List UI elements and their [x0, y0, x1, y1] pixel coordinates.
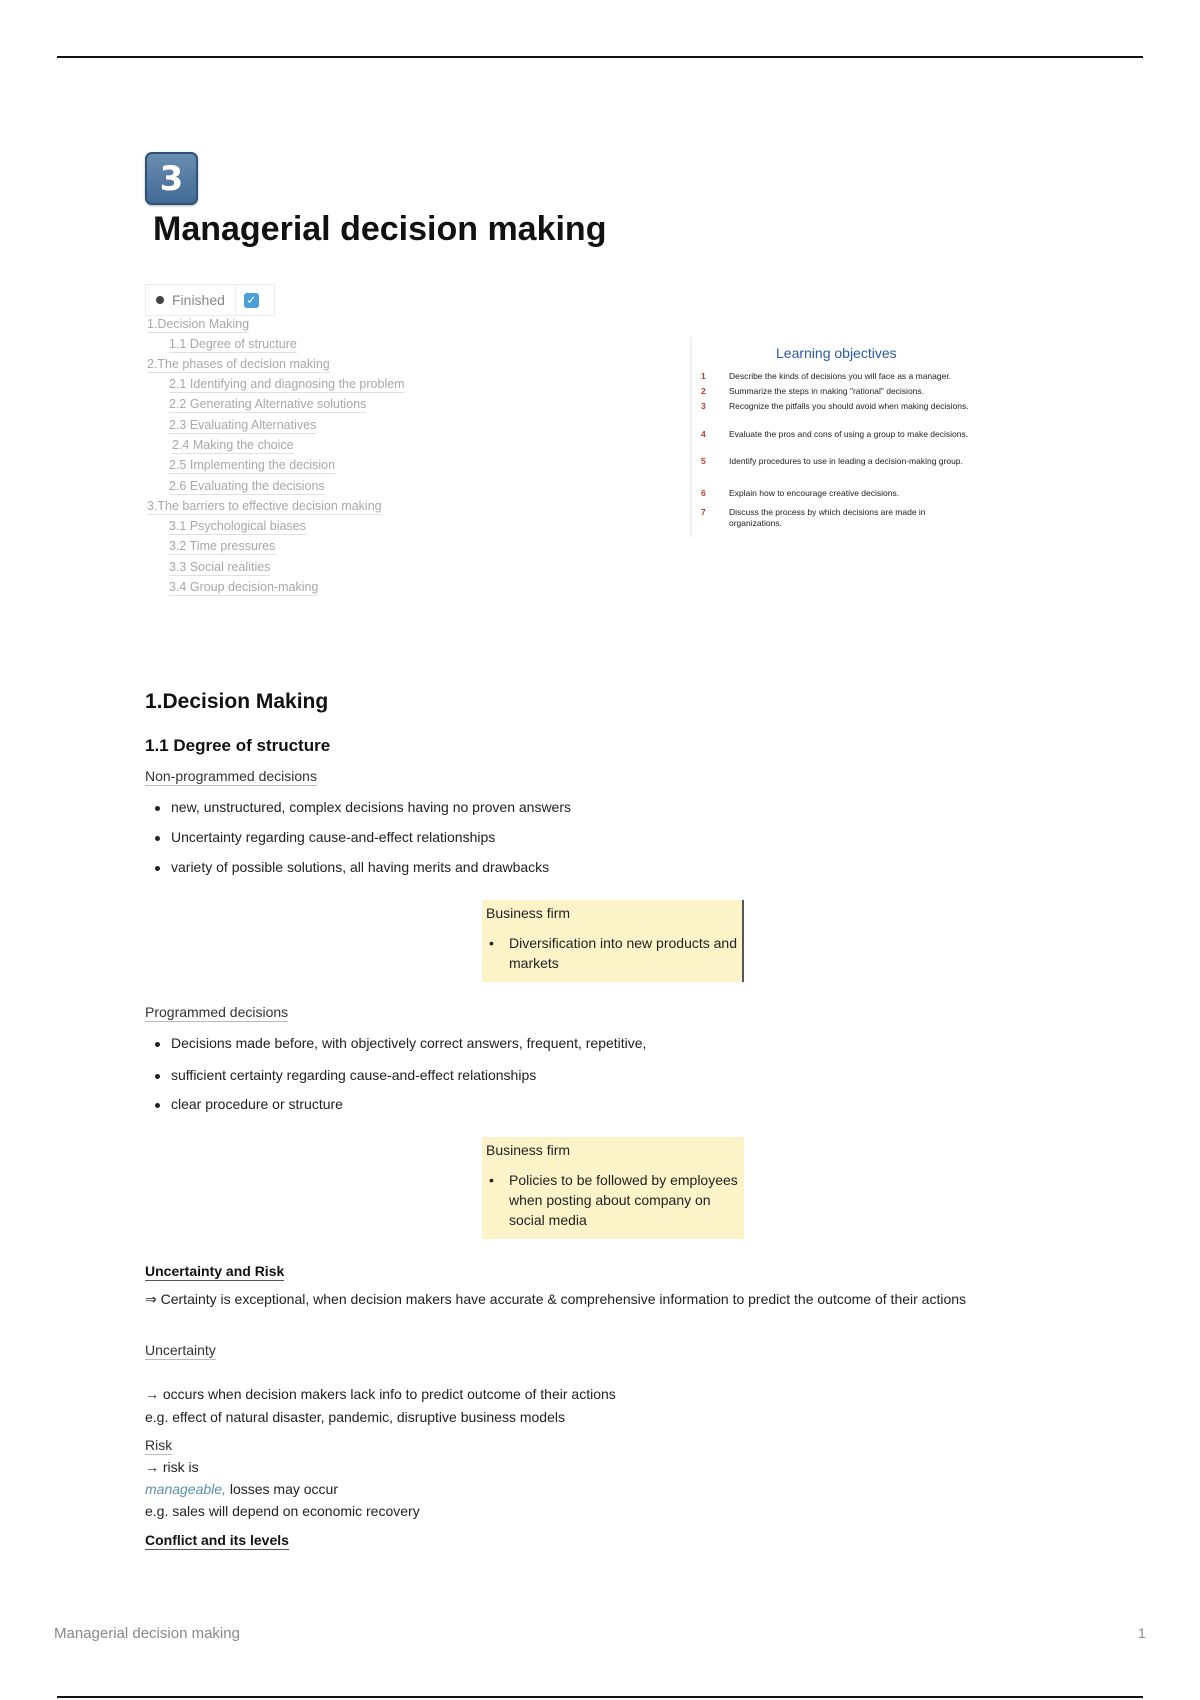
- section-heading: 1.Decision Making: [145, 690, 329, 713]
- status-label: Finished: [172, 292, 225, 308]
- learning-objectives-title: Learning objectives: [776, 345, 897, 361]
- certainty-text: ⇒ Certainty is exceptional, when decision makers have accurate & comprehensive information to predict the outcome of their actions: [145, 1291, 967, 1307]
- callout-item: • Policies to be followed by employees when posting about company on social media: [486, 1170, 740, 1230]
- example-callout: [482, 1137, 744, 1239]
- risk-label: Risk: [145, 1437, 173, 1453]
- list-item: [155, 1095, 343, 1113]
- list-item: [155, 828, 495, 846]
- objective-text: Identify procedures to use in leading a decision-making group.: [729, 456, 963, 466]
- toc-item[interactable]: 1.Decision Making: [147, 317, 250, 331]
- list-item-text: variety of possible solutions, all having merits and drawbacks: [171, 859, 550, 875]
- list-item-text: sufficient certainty regarding cause-and-effect relationships: [171, 1067, 537, 1083]
- toc-item[interactable]: 2.5 Implementing the decision: [169, 458, 336, 472]
- status-divider: [235, 285, 236, 315]
- status-dot-icon: [156, 296, 164, 304]
- list-item-text: Decisions made before, with objectively correct answers, frequent, repetitive,: [171, 1035, 647, 1051]
- bottom-rule: [57, 1696, 1143, 1698]
- risk-example: e.g. sales will depend on economic recovery: [145, 1503, 420, 1519]
- list-item: [155, 1034, 646, 1052]
- learning-objectives-image: [690, 337, 992, 537]
- page-title: Managerial decision making: [153, 210, 607, 248]
- top-rule: [57, 56, 1143, 58]
- nonprogrammed-label: Non-programmed decisions: [145, 768, 317, 784]
- toc-item[interactable]: 3.4 Group decision-making: [169, 580, 319, 594]
- toc-item[interactable]: 3.The barriers to effective decision making: [147, 499, 382, 513]
- objective-number: 3: [701, 401, 706, 411]
- risk-line-2: [145, 1478, 1025, 1500]
- toc-item[interactable]: 2.2 Generating Alternative solutions: [169, 397, 367, 411]
- uncertainty-risk-label: Uncertainty and Risk: [145, 1263, 285, 1279]
- keycap-three-icon: 3: [145, 152, 198, 205]
- objective-number: 7: [701, 507, 706, 517]
- toc-item[interactable]: 2.The phases of decision making: [147, 357, 330, 371]
- uncertainty-label: Uncertainty: [145, 1342, 216, 1358]
- list-item: [155, 1066, 536, 1084]
- objective-number: 6: [701, 488, 706, 498]
- objective-text: Discuss the process by which decisions are made in organizations.: [729, 507, 926, 528]
- callout-caption: Business firm: [486, 1142, 571, 1158]
- callout-item: • Diversification into new products and markets: [486, 933, 738, 973]
- toc-item[interactable]: 2.3 Evaluating Alternatives: [169, 418, 317, 432]
- toc-item[interactable]: 2.6 Evaluating the decisions: [169, 479, 325, 493]
- toc-item[interactable]: 2.4 Making the choice: [172, 438, 294, 452]
- toc-item[interactable]: 3.1 Psychological biases: [169, 519, 306, 533]
- objective-number: 2: [701, 386, 706, 396]
- example-callout: [482, 900, 744, 982]
- toc-item[interactable]: 3.3 Social realities: [169, 560, 271, 574]
- programmed-label: Programmed decisions: [145, 1004, 289, 1020]
- checkbox-checked-icon[interactable]: ✓: [244, 293, 259, 308]
- objective-number: 5: [701, 456, 706, 466]
- page-number: 1: [1138, 1625, 1146, 1641]
- uncertainty-example: e.g. effect of natural disaster, pandemic, disruptive business models: [145, 1409, 565, 1425]
- list-item: [155, 858, 549, 876]
- toc-item[interactable]: 1.1 Degree of structure: [169, 337, 297, 351]
- risk-rest-text: losses may occur: [225, 1481, 338, 1497]
- list-item-text: Uncertainty regarding cause-and-effect relationships: [171, 829, 496, 845]
- toc-item[interactable]: 2.1 Identifying and diagnosing the problem: [169, 377, 405, 391]
- risk-accent-text: manageable,: [145, 1481, 226, 1497]
- status-property[interactable]: [145, 284, 275, 316]
- subsection-heading: 1.1 Degree of structure: [145, 736, 331, 755]
- objective-number: 4: [701, 429, 706, 439]
- toc-item[interactable]: 3.2 Time pressures: [169, 539, 276, 553]
- risk-line: → risk is: [145, 1459, 199, 1475]
- list-item-text: new, unstructured, complex decisions having no proven answers: [171, 799, 571, 815]
- objective-text: Recognize the pitfalls you should avoid when making decisions.: [729, 401, 969, 411]
- footer-title: Managerial decision making: [54, 1625, 240, 1642]
- objective-number: 1: [701, 371, 706, 381]
- objective-text: Explain how to encourage creative decisions.: [729, 488, 900, 498]
- objective-text: Evaluate the pros and cons of using a group to make decisions.: [729, 429, 969, 439]
- objective-text: Describe the kinds of decisions you will face as a manager.: [729, 371, 952, 381]
- list-item-text: clear procedure or structure: [171, 1096, 343, 1112]
- objective-text: Summarize the steps in making "rational" decisions.: [729, 386, 925, 396]
- conflict-label: Conflict and its levels: [145, 1532, 289, 1548]
- uncertainty-line: → occurs when decision makers lack info to predict outcome of their actions: [145, 1386, 616, 1402]
- callout-caption: Business firm: [486, 905, 571, 921]
- list-item: [155, 798, 571, 816]
